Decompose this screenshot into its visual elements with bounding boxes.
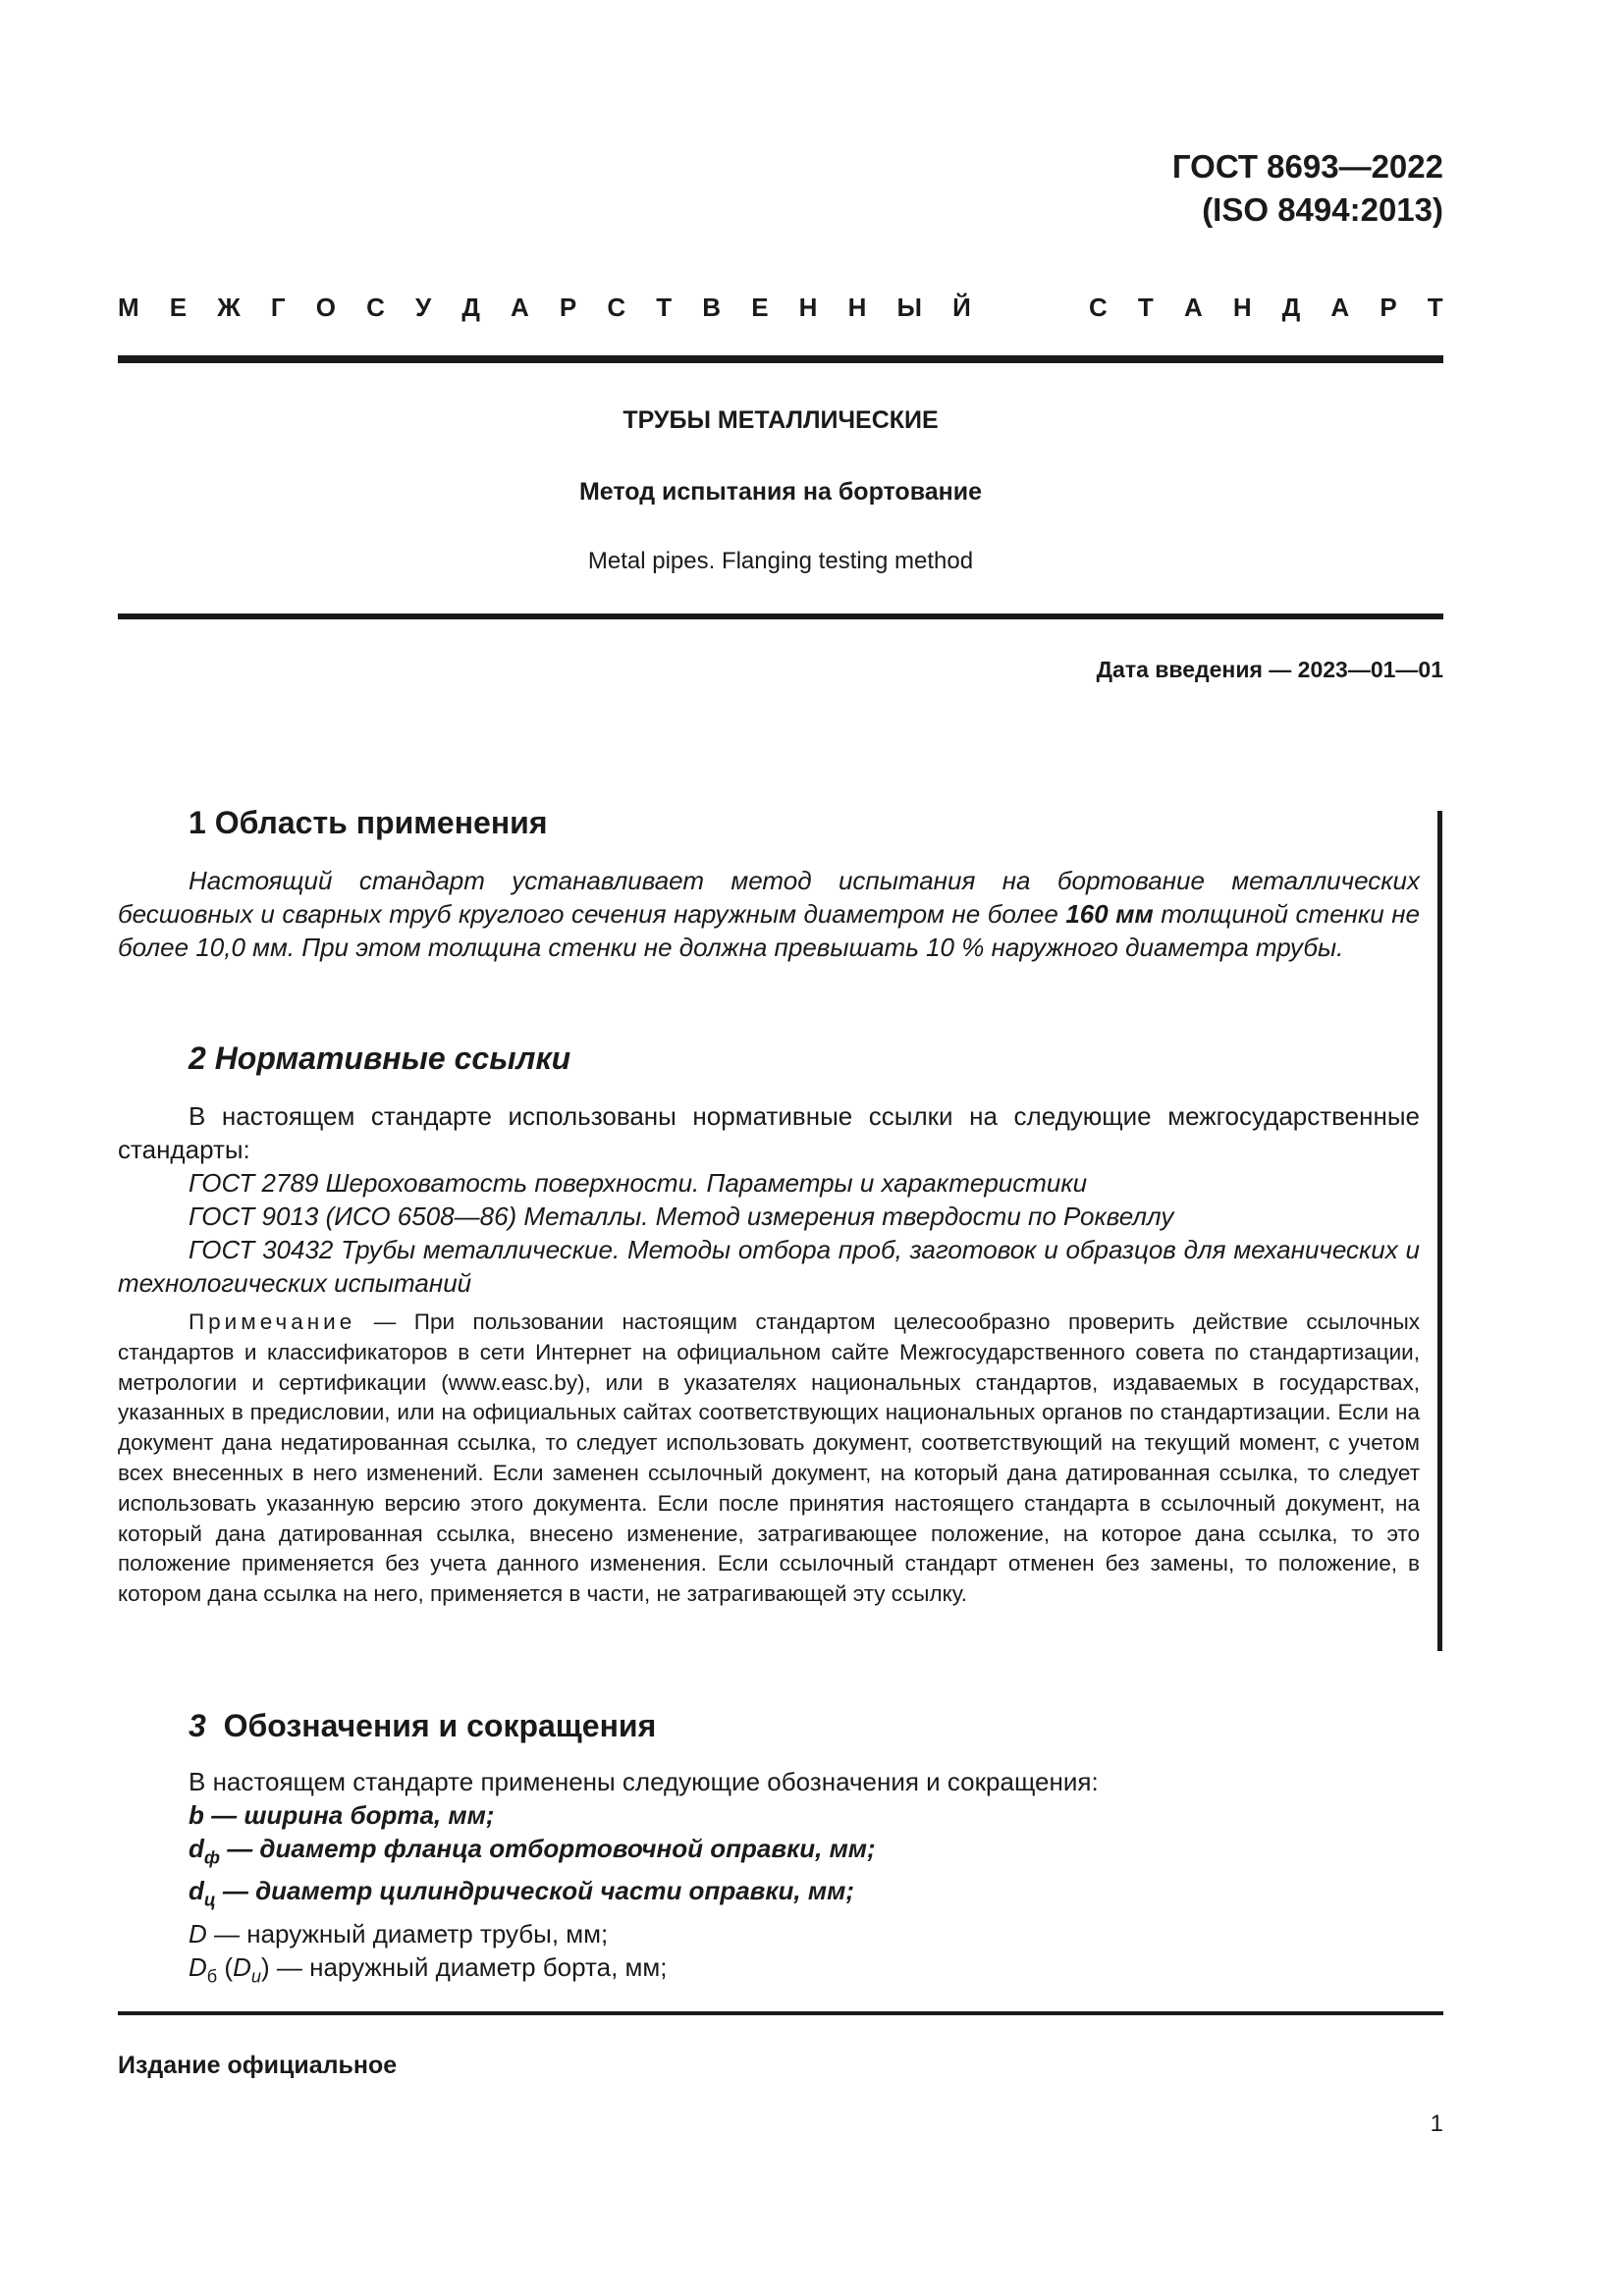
interstate-letter: Р (1380, 293, 1397, 322)
section-1 (118, 803, 1420, 964)
page-number: 1 (1430, 2110, 1443, 2137)
interstate-letter: Д (461, 293, 480, 322)
interstate-letter: О (315, 293, 336, 322)
interstate-letter: А (511, 293, 529, 322)
interstate-letter: А (1183, 293, 1203, 322)
section-3-heading-number: 3 (189, 1708, 206, 1743)
document-title-english: Metal pipes. Flanging testing method (587, 548, 974, 574)
interstate-letter: А (1330, 293, 1350, 322)
interstate-letter: Н (847, 293, 867, 322)
interstate-letter: У (415, 293, 432, 322)
symbol-d-flange-subscript: ф (203, 1847, 220, 1868)
interstate-letter: Т (1137, 293, 1154, 322)
section-2 (118, 1039, 1420, 1610)
reference-item: ГОСТ 2789 Шероховатость поверхности. Параметры и характеристики (189, 1168, 1088, 1198)
symbol-D-bort (118, 1950, 1420, 1993)
section-2-intro: В настоящем стандарте использованы нормативные ссылки на следующие межгосударственные стандарты: (118, 1101, 1420, 1164)
interstate-letter: Г (270, 293, 286, 322)
title-rule (118, 614, 1443, 619)
interstate-letter: Е (751, 293, 769, 322)
section-2-note (118, 1308, 1420, 1610)
document-code (1172, 145, 1443, 232)
edition-label: Издание официальное (118, 2052, 398, 2079)
note-label: Примечание (189, 1309, 356, 1334)
change-marker-bar (1437, 811, 1442, 1651)
symbol-D-letter: D (189, 1918, 207, 1949)
symbol-D-bort-letter: D (189, 1951, 207, 1982)
symbol-b (118, 1798, 1420, 1832)
symbol-D-text: — наружный диаметр трубы, мм; (206, 1918, 609, 1949)
interstate-letter: С (607, 293, 626, 322)
interstate-letter: С (1089, 293, 1108, 322)
interstate-letter: Т (656, 293, 673, 322)
introduction-date: Дата введения — 2023—01—01 (1096, 657, 1443, 682)
section-3 (118, 1706, 1420, 1993)
interstate-letter: С (366, 293, 385, 322)
symbol-D-bort-subscript: б (206, 1966, 218, 1987)
footer-rule (118, 2011, 1443, 2015)
interstate-letter: Е (169, 293, 188, 322)
document-subtitle: Метод испытания на бортование (578, 478, 983, 506)
symbol-d-flange-text: — диаметр фланца отбортовочной оправки, мм; (219, 1834, 876, 1863)
symbol-d-cylinder-letter: d (189, 1876, 204, 1906)
symbol-d-flange-letter: d (189, 1834, 204, 1863)
symbol-b-letter: b (189, 1800, 204, 1830)
section-1-heading: 1 Область применения (189, 805, 548, 840)
section-1-text-bold: 160 мм (1065, 899, 1154, 929)
reference-item: ГОСТ 30432 Трубы металлические. Методы отбора проб, заготовок и образцов для механических и технологических испытаний (118, 1235, 1420, 1298)
section-2-heading: 2 Нормативные ссылки (189, 1041, 571, 1076)
header-rule (118, 355, 1443, 363)
interstate-letter: Ж (217, 293, 241, 322)
symbol-d-cylinder (118, 1874, 1420, 1916)
interstate-letter: М (118, 293, 139, 322)
section-3-heading (118, 1706, 1420, 1745)
reference-item: ГОСТ 9013 (ИСО 6508—86) Металлы. Метод измерения твердости по Роквеллу (189, 1201, 1174, 1231)
document-code-iso: (ISO 8494:2013) (1202, 191, 1443, 228)
section-1-text-a: Настоящий стандарт устанавливает метод испытания на бортование металлических бесшовных и сварных труб круглого сечения наружным диаметром не более (118, 866, 1420, 929)
symbol-Du-subscript: u (250, 1966, 261, 1987)
symbol-D (118, 1917, 1420, 1950)
interstate-letter: Й (952, 293, 971, 322)
section-1-text (118, 864, 1420, 964)
interstate-letter: Д (1281, 293, 1301, 322)
interstate-letter: В (702, 293, 722, 322)
interstate-standard-heading (118, 293, 1443, 323)
symbol-Du-letter: D (233, 1951, 251, 1982)
interstate-letter: Ы (896, 293, 922, 322)
section-3-heading-text: Обозначения и сокращения (223, 1708, 657, 1743)
symbol-d-cylinder-subscript: ц (203, 1890, 216, 1910)
interstate-letter: Н (798, 293, 818, 322)
interstate-letter: Н (1232, 293, 1252, 322)
document-code-gost: ГОСТ 8693—2022 (1171, 148, 1443, 185)
document-title: ТРУБЫ МЕТАЛЛИЧЕСКИЕ (623, 406, 939, 434)
symbol-D-bort-text: ) — наружный диаметр борта, мм; (261, 1951, 668, 1982)
symbol-D-bort-paren: ( (217, 1951, 234, 1982)
interstate-letter: Р (559, 293, 577, 322)
symbol-d-cylinder-text: — диаметр цилиндрической части оправки, мм; (215, 1876, 854, 1906)
symbol-b-text: — ширина борта, мм; (203, 1800, 495, 1830)
section-1-text-b: толщиной стенки не более 10,0 мм. При этом толщина стенки не должна превышать 10 % наружного диаметра трубы. (118, 899, 1421, 962)
section-3-intro: В настоящем стандарте применены следующие обозначения и сокращения: (189, 1767, 1099, 1796)
symbol-d-flange (118, 1832, 1420, 1874)
interstate-gap (1001, 293, 1058, 323)
note-text: — При пользовании настоящим стандартом целесообразно проверить действие ссылочных стандартов и классификаторов в сети Интернет на официальном сайте Межгосударственного совета по стандартизации, метрологии и сертификации (www.easc.by), или в указателях национальных стандартов, издаваемых в государствах, указанных в предисловии, или на официальных сайтах соответствующих национальных органов по стандартизации. Если на документ дана недатированная ссылка, то следует использовать документ, соответствующий на текущий момент, с учетом всех внесенных в него изменений. Если заменен ссылочный документ, на который дана датированная ссылка, то следует использовать указанную версию этого документа. Если после принятия настоящего стандарта в ссылочный документ, на который дана датированная ссылка, внесено изменение, затрагивающее положение, на которое дана ссылка, то это положение применяется без учета данного изменения. Если ссылочный стандарт отменен без замены, то положение, в котором дана ссылка на него, применяется в части, не затрагивающей эту ссылку. (118, 1309, 1420, 1607)
interstate-letter: Т (1427, 293, 1443, 322)
